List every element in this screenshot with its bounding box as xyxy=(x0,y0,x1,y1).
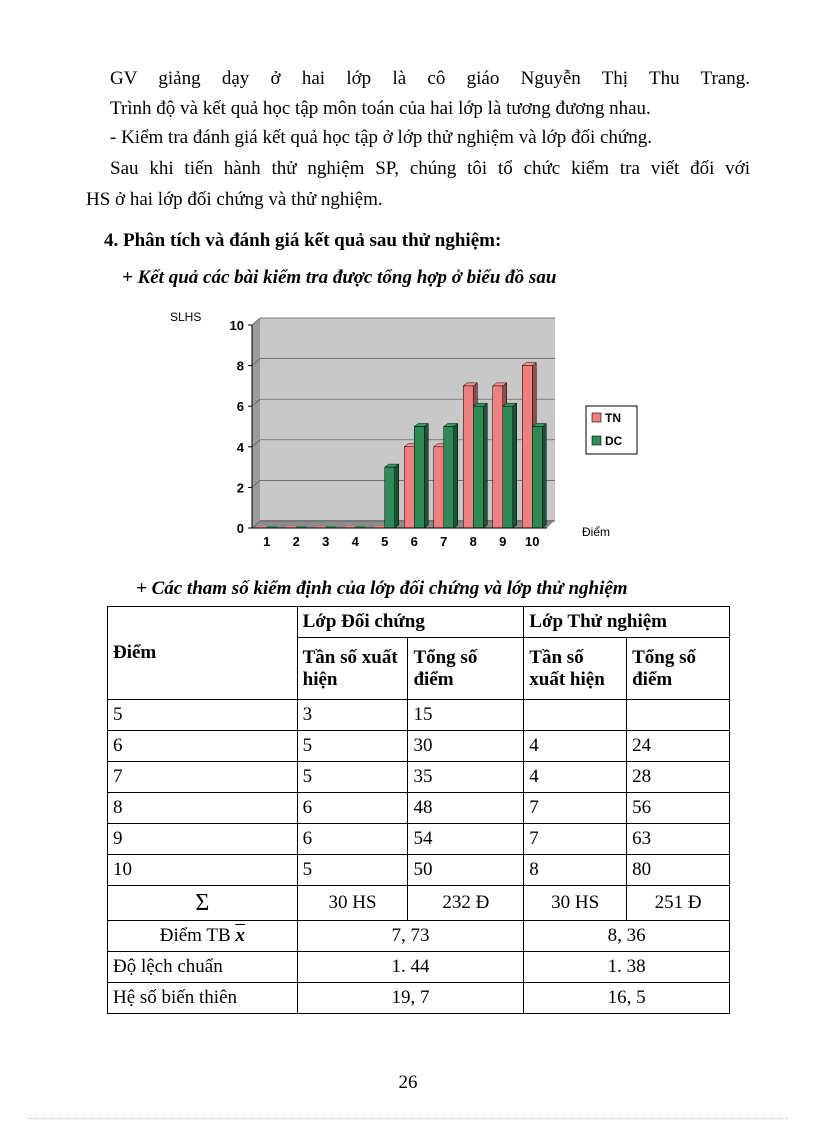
y-axis-label: SLHS xyxy=(170,310,202,324)
legend xyxy=(586,406,637,454)
x-tick-label: 9 xyxy=(499,534,507,549)
score-bar-chart xyxy=(160,300,660,560)
mean-label xyxy=(108,921,298,952)
cell-dc-total: 50 xyxy=(408,855,524,886)
y-tick-label: 8 xyxy=(236,358,244,374)
bar-front xyxy=(463,386,473,528)
std-label: Độ lệch chuẩn xyxy=(108,952,298,983)
header-diem: Điểm xyxy=(108,607,298,700)
table-row xyxy=(108,824,730,855)
cell-tn-total xyxy=(627,700,730,731)
footer-divider xyxy=(28,1118,788,1119)
bar-front xyxy=(444,427,454,529)
sum-dc-freq: 30 HS xyxy=(297,886,408,921)
bar-dc-10 xyxy=(532,424,546,529)
header-dc-freq: Tần số xuất hiện xyxy=(297,638,408,700)
section-heading: 4. Phân tích và đánh giá kết quả sau thử nghiệm: xyxy=(104,230,502,251)
bar-side xyxy=(454,424,458,529)
x-tick-label: 1 xyxy=(263,534,271,549)
x-tick-label: 2 xyxy=(292,534,300,549)
cell-dc-freq: 5 xyxy=(297,762,408,793)
bar-side xyxy=(395,464,399,528)
bar-front xyxy=(522,366,532,528)
cell-diem: 7 xyxy=(108,762,298,793)
x-tick-label: 6 xyxy=(410,534,418,549)
bar-front xyxy=(493,386,503,528)
cv-label: Hệ số biến thiên xyxy=(108,983,298,1014)
table-mean-row xyxy=(108,921,730,952)
x-tick-label: 7 xyxy=(440,534,448,549)
bar-front xyxy=(434,447,444,528)
page-number: 26 xyxy=(398,1072,418,1093)
paragraph-line-4: Sau khi tiến hành thử nghiệm SP, chúng tôi tổ chức kiểm tra viết đối với xyxy=(110,158,750,179)
table-row xyxy=(108,700,730,731)
mean-symbol: $\overline{x}$ xyxy=(235,925,245,946)
bar-dc-8 xyxy=(473,403,487,528)
cell-dc-total: 48 xyxy=(408,793,524,824)
bar-front xyxy=(414,427,424,529)
statistics-table xyxy=(107,606,730,1014)
table-row xyxy=(108,793,730,824)
y-tick-label: 4 xyxy=(236,439,244,455)
sum-tn-total: 251 Đ xyxy=(627,886,730,921)
legend-swatch-tn xyxy=(592,413,601,422)
bar-front xyxy=(532,427,542,529)
cell-dc-freq: 5 xyxy=(297,731,408,762)
paragraph-line-1: GV giảng dạy ở hai lớp là cô giáo Nguyễn Thị Thu Trang. xyxy=(110,68,750,89)
x-tick-label: 10 xyxy=(525,534,540,549)
cell-diem: 8 xyxy=(108,793,298,824)
bar-side xyxy=(483,403,487,528)
bar-dc-7 xyxy=(444,424,458,529)
table-sum-row xyxy=(108,886,730,921)
legend-label-dc: DC xyxy=(605,434,623,448)
paragraph-line-3: - Kiểm tra đánh giá kết quả học tập ở lớp thử nghiệm và lớp đối chứng. xyxy=(110,127,652,148)
cell-dc-freq: 6 xyxy=(297,824,408,855)
cell-tn-total: 63 xyxy=(627,824,730,855)
x-tick-label: 3 xyxy=(322,534,330,549)
table-row xyxy=(108,762,730,793)
cell-diem: 10 xyxy=(108,855,298,886)
cell-tn-freq: 7 xyxy=(524,793,627,824)
cell-tn-total: 24 xyxy=(627,731,730,762)
std-dc: 1. 44 xyxy=(297,952,524,983)
sum-tn-freq: 30 HS xyxy=(524,886,627,921)
cell-dc-total: 35 xyxy=(408,762,524,793)
bar-side xyxy=(513,403,517,528)
cell-dc-freq: 6 xyxy=(297,793,408,824)
table-caption: + Các tham số kiểm định của lớp đối chứng và lớp thử nghiệm xyxy=(136,578,628,599)
cv-dc: 19, 7 xyxy=(297,983,524,1014)
plot-side-wall xyxy=(252,318,260,528)
mean-tn: 8, 36 xyxy=(524,921,730,952)
cell-tn-freq: 7 xyxy=(524,824,627,855)
y-tick-label: 0 xyxy=(236,521,244,536)
cell-tn-freq: 4 xyxy=(524,762,627,793)
cell-tn-total: 80 xyxy=(627,855,730,886)
bar-side xyxy=(424,424,428,529)
y-tick-label: 6 xyxy=(236,399,244,415)
mean-label-text: Điểm TB xyxy=(159,925,231,946)
bar-dc-5 xyxy=(385,464,399,528)
cell-diem: 6 xyxy=(108,731,298,762)
table-header-row xyxy=(108,607,730,638)
cell-diem: 9 xyxy=(108,824,298,855)
y-tick-label: 2 xyxy=(236,480,244,496)
bar-front xyxy=(404,447,414,528)
table-cv-row xyxy=(108,983,730,1014)
bar-front xyxy=(473,406,483,528)
x-tick-label: 4 xyxy=(351,534,359,549)
bar-dc-9 xyxy=(503,403,517,528)
paragraph-line-2: Trình độ và kết quả học tập môn toán của hai lớp là tương đương nhau. xyxy=(110,98,651,119)
cell-tn-total: 56 xyxy=(627,793,730,824)
header-dc-total: Tổng số điểm xyxy=(408,638,524,700)
header-tn-freq: Tần số xuất hiện xyxy=(524,638,627,700)
table-row xyxy=(108,731,730,762)
x-axis-ticks xyxy=(252,528,547,549)
cell-diem: 5 xyxy=(108,700,298,731)
sum-dc-total: 232 Đ xyxy=(408,886,524,921)
cell-tn-freq: 4 xyxy=(524,731,627,762)
cell-tn-freq: 8 xyxy=(524,855,627,886)
bar-front xyxy=(503,406,513,528)
table-row xyxy=(108,855,730,886)
cell-tn-freq xyxy=(524,700,627,731)
cell-dc-freq: 5 xyxy=(297,855,408,886)
cv-tn: 16, 5 xyxy=(524,983,730,1014)
legend-label-tn: TN xyxy=(605,411,621,425)
header-tn-class: Lớp Thử nghiệm xyxy=(524,607,730,638)
std-tn: 1. 38 xyxy=(524,952,730,983)
table-std-row xyxy=(108,952,730,983)
cell-dc-freq: 3 xyxy=(297,700,408,731)
sum-symbol: Σ xyxy=(108,886,298,921)
cell-dc-total: 30 xyxy=(408,731,524,762)
chart-caption: + Kết quả các bài kiểm tra được tổng hợp ở biểu đồ sau xyxy=(122,267,557,288)
header-dc-class: Lớp Đối chứng xyxy=(297,607,524,638)
y-axis-ticks xyxy=(230,318,252,536)
cell-dc-total: 54 xyxy=(408,824,524,855)
legend-swatch-dc xyxy=(592,436,601,445)
x-axis-label: Điểm xyxy=(582,525,611,539)
paragraph-line-5: HS ở hai lớp đối chứng và thử nghiệm. xyxy=(86,189,383,210)
bar-front xyxy=(385,467,395,528)
bar-side xyxy=(542,424,546,529)
x-tick-label: 8 xyxy=(469,534,477,549)
header-tn-total: Tổng số điểm xyxy=(627,638,730,700)
cell-tn-total: 28 xyxy=(627,762,730,793)
x-tick-label: 5 xyxy=(381,534,389,549)
cell-dc-total: 15 xyxy=(408,700,524,731)
mean-dc: 7, 73 xyxy=(297,921,524,952)
y-tick-label: 10 xyxy=(229,318,244,333)
bar-dc-6 xyxy=(414,424,428,529)
